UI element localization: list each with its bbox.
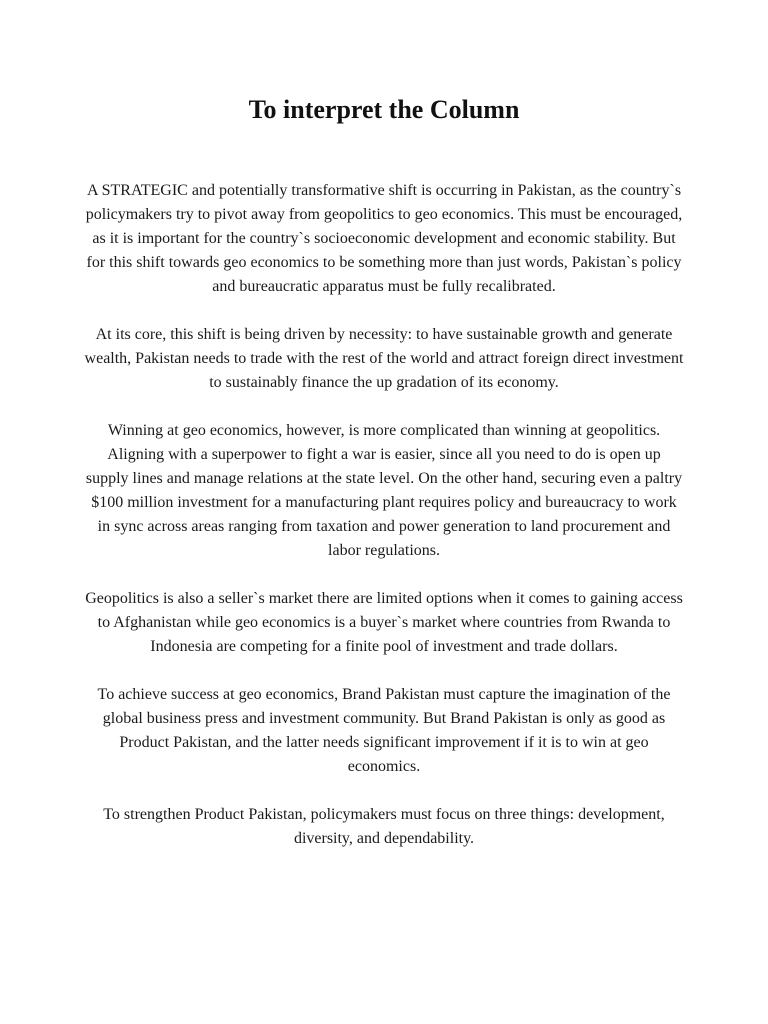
document-title: To interpret the Column — [248, 95, 520, 124]
paragraph-2: At its core, this shift is being driven by necessity: to have sustainable growth and generate wealth, Pakistan needs to trade with the rest of the world and attract foreign direct investment to sustainably finance the up gradation of its economy. — [84, 326, 684, 391]
paragraph-6: To strengthen Product Pakistan, policymakers must focus on three things: development, diversity, and dependability. — [103, 806, 665, 847]
paragraph-3: Winning at geo economics, however, is more complicated than winning at geopolitics. Aligning with a superpower to fight a war is easier, since all you need to do is open up supply lines and manage relations at the state level. On the other hand, securing even a paltry $100 million investment for a manufacturing plant requires policy and bureaucracy to work in sync across areas ranging from taxation and power generation to land procurement and labor regulations. — [85, 422, 683, 559]
paragraph-1: A STRATEGIC and potentially transformative shift is occurring in Pakistan, as the country`s policymakers try to pivot away from geopolitics to geo economics. This must be encouraged, as it is important for the country`s socioeconomic development and economic stability. But for this shift towards geo economics to be something more than just words, Pakistan`s policy and bureaucratic apparatus must be fully recalibrated. — [85, 182, 683, 295]
paragraph-5: To achieve success at geo economics, Brand Pakistan must capture the imagination of the global business press and investment community. But Brand Pakistan is only as good as Product Pakistan, and the latter needs significant improvement if it is to win at geo economics. — [97, 686, 671, 775]
document-body — [84, 179, 684, 875]
paragraph-4: Geopolitics is also a seller`s market there are limited options when it comes to gaining access to Afghanistan while geo economics is a buyer`s market where countries from Rwanda to Indonesia are competing for a finite pool of investment and trade dollars. — [85, 590, 683, 655]
